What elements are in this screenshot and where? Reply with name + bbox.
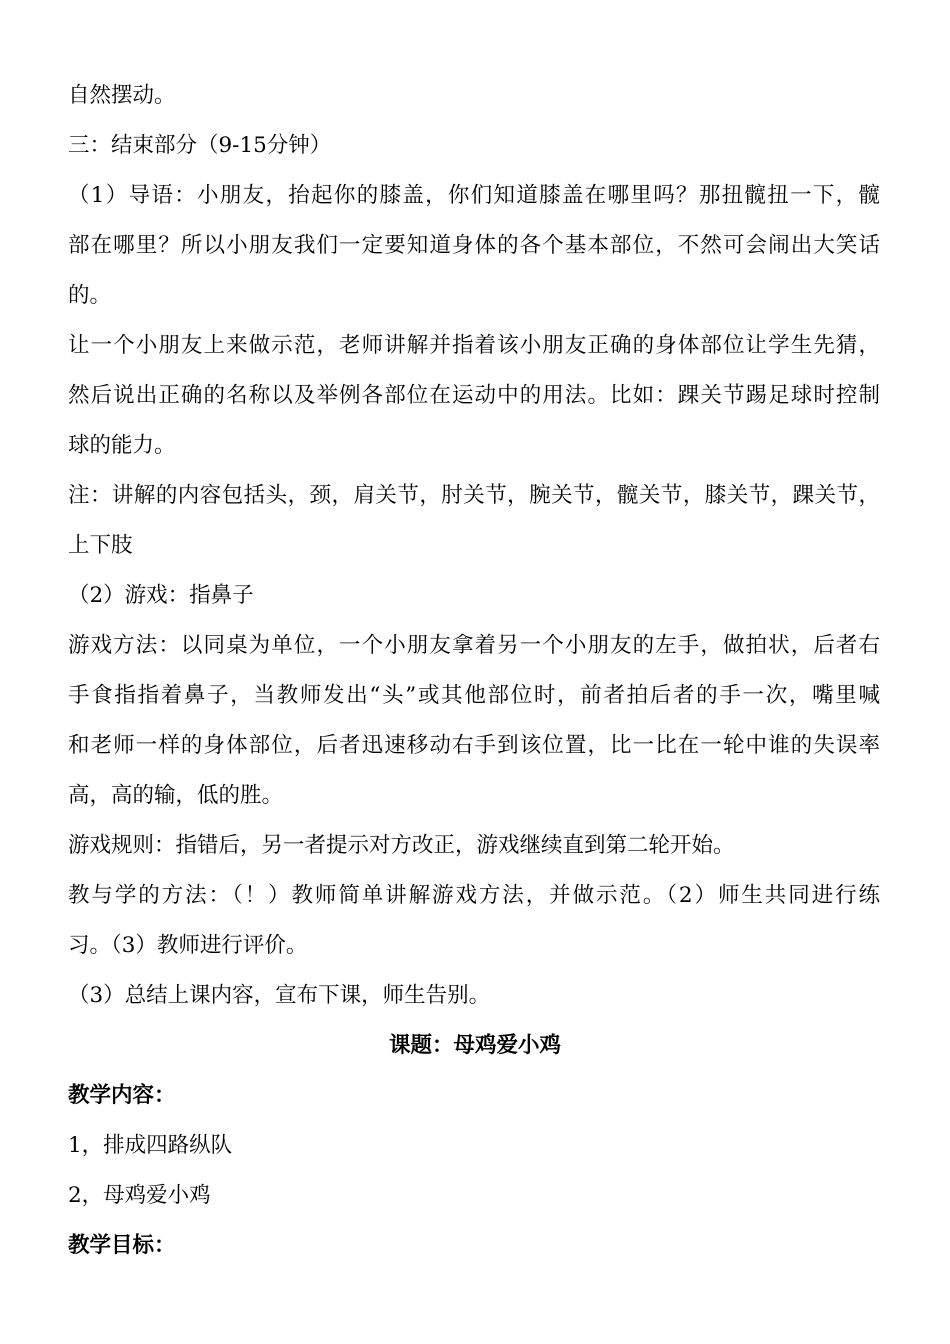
text-line: 让一个小朋友上来做示范，老师讲解并指着该小朋友正确的身体部位让学生先猜， — [68, 333, 880, 358]
text-line: 教与学的方法：（！）教师简单讲解游戏方法，并做示范。（2）师生共同进行练 — [68, 883, 880, 908]
text-line: 和老师一样的身体部位，后者迅速移动右手到该位置，比一比在一轮中谁的失误率 — [68, 733, 880, 758]
list-item: 2，母鸡爱小鸡 — [68, 1183, 211, 1208]
text-line: 高，高的输，低的胜。 — [68, 783, 284, 808]
text-line: 游戏规则：指错后，另一者提示对方改正，游戏继续直到第二轮开始。 — [68, 833, 735, 858]
text-line: 部在哪里？所以小朋友我们一定要知道身体的各个基本部位，不然可会闹出大笑话 — [68, 233, 880, 258]
text-line: 上下肢 — [68, 533, 133, 558]
list-item: 1，排成四路纵队 — [68, 1133, 233, 1158]
text-line: 注：讲解的内容包括头，颈，肩关节，肘关节，腕关节，髋关节，膝关节，踝关节， — [68, 483, 880, 508]
text-line: 手食指指着鼻子，当教师发出“头”或其他部位时，前者拍后者的手一次，嘴里喊 — [68, 683, 880, 708]
text-line: 球的能力。 — [68, 433, 176, 458]
section-heading: 三：结束部分（9-15分钟） — [68, 133, 332, 158]
text-line: （1）导语：小朋友，抬起你的膝盖，你们知道膝盖在哪里吗？那扭髋扭一下，髋 — [68, 183, 880, 208]
text-line: 游戏方法：以同桌为单位，一个小朋友拿着另一个小朋友的左手，做拍状，后者右 — [68, 633, 880, 658]
lesson-title: 课题：母鸡爱小鸡 — [388, 1033, 561, 1058]
text-line: （2）游戏：指鼻子 — [68, 583, 254, 608]
text-line: （3）总结上课内容，宣布下课，师生告别。 — [68, 983, 491, 1008]
content-heading: 教学内容： — [68, 1083, 176, 1108]
text-line: 自然摆动。 — [68, 83, 176, 108]
text-line: 习。（3）教师进行评价。 — [68, 933, 308, 958]
goals-heading: 教学目标： — [68, 1233, 176, 1258]
text-line: 然后说出正确的名称以及举例各部位在运动中的用法。比如：踝关节踢足球时控制 — [68, 383, 880, 408]
text-line: 的。 — [68, 283, 112, 308]
